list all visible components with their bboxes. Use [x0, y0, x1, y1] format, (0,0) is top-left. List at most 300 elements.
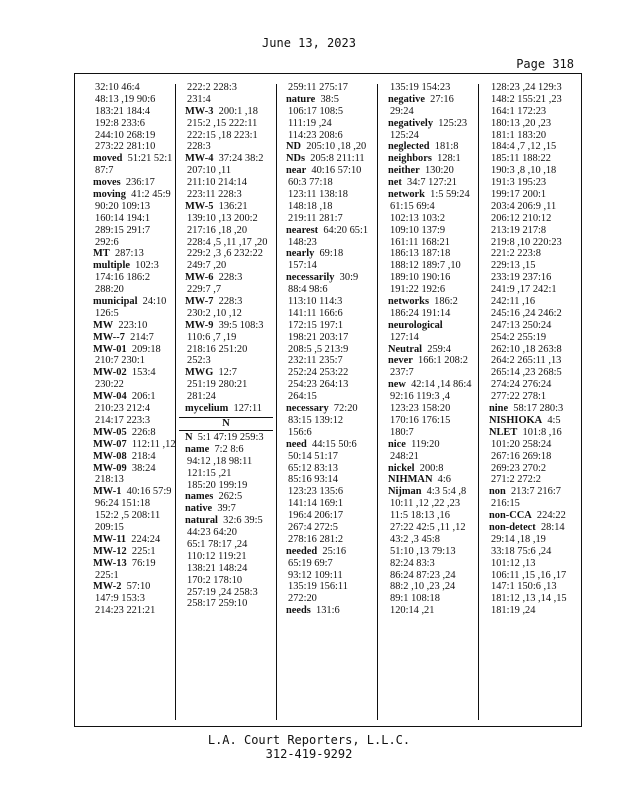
index-entry	[87, 439, 185, 451]
page-line-refs: 65:12 83:13	[288, 462, 338, 474]
index-word: neglected	[388, 141, 430, 153]
page-line-refs: 32:6 39:5	[217, 515, 263, 527]
page-line-refs: 131:6	[310, 605, 340, 617]
page-line-refs: 83:15 139:12	[288, 414, 344, 426]
index-entry	[87, 189, 185, 201]
page-line-refs: 42:14 ,14 86:4	[405, 379, 472, 391]
page-line-refs: 269:23 270:2	[491, 462, 547, 474]
page-line-refs: 259:4	[422, 343, 451, 355]
index-entry	[280, 403, 378, 415]
column-divider	[478, 84, 479, 720]
page-line-refs: 27:22 42:5 ,11 ,12	[390, 521, 466, 533]
page-line-refs: 287:13	[109, 248, 144, 260]
index-entry	[87, 546, 185, 558]
page-line-refs: 200:8	[414, 462, 444, 474]
page-line-refs: 34:7 127:21	[401, 177, 457, 189]
page-line-refs: 109:10 137:9	[390, 224, 446, 236]
index-column-4	[382, 82, 480, 617]
page-line-refs: 224:24	[126, 533, 161, 545]
page-line-refs: 247:13 250:24	[491, 319, 552, 331]
index-word: municipal	[93, 296, 138, 308]
column-divider	[276, 84, 277, 720]
page-line-refs: 43:2 ,3 45:8	[390, 533, 440, 545]
page-line-refs: 60:3 77:18	[288, 177, 333, 189]
page-line-refs: 254:23 264:13	[288, 379, 349, 391]
page-line-refs: 101:12 ,13	[491, 557, 536, 569]
index-word: NDs	[286, 153, 306, 165]
page-line-refs: 218:4	[126, 450, 156, 462]
page-line-refs: 110:6 ,7 ,19	[187, 331, 237, 343]
page-line-refs: 147:9 153:3	[95, 593, 145, 605]
index-entry	[382, 439, 480, 451]
index-word: negative	[388, 93, 425, 105]
page-line-refs: 224:22	[531, 510, 566, 522]
page-line-refs: 274:24 276:24	[491, 379, 552, 391]
page-line-refs: 172:15 197:1	[288, 319, 344, 331]
column-divider	[377, 84, 378, 720]
word-index-frame	[74, 73, 582, 727]
index-entry	[382, 141, 480, 153]
page-line-refs: 242:11 ,16	[491, 296, 536, 308]
index-entry	[483, 510, 581, 522]
page-line-refs: 86:24 87:23 ,24	[390, 569, 456, 581]
page-line-refs: 65:1 78:17 ,24	[187, 538, 248, 550]
page-line-refs: 102:13 103:2	[390, 212, 446, 224]
page-line-refs: 121:15 ,21	[187, 467, 232, 479]
index-entry	[483, 486, 581, 498]
index-word: neighbors	[388, 153, 432, 165]
page-line-refs: 190:3 ,8 ,10 ,18	[491, 165, 557, 177]
page-line-refs: 123:23 158:20	[390, 403, 451, 415]
page-line-refs: 127:11	[228, 403, 262, 415]
page-line-refs: 135:19 154:23	[390, 82, 451, 93]
index-word: MW-11	[93, 533, 127, 545]
page-line-refs: 101:20 258:24	[491, 438, 552, 450]
page-line-refs: 241:9 ,17 242:1	[491, 284, 557, 296]
index-word: MW-08	[93, 450, 127, 462]
page-line-refs: 39:5 108:3	[213, 319, 264, 331]
index-entry	[280, 439, 378, 451]
page-line-refs: 214:23 221:21	[95, 605, 156, 617]
page-line-refs: 27:16	[424, 93, 454, 105]
page-line-refs: 125:24	[390, 129, 419, 141]
page-line-refs: 251:19 280:21	[187, 379, 248, 391]
index-entry	[382, 189, 480, 201]
index-entry	[179, 503, 277, 515]
page-line-refs: 166:1 208:2	[412, 355, 468, 367]
index-entry	[87, 332, 185, 344]
page-line-refs: 32:10 46:4	[95, 82, 140, 93]
page-line-refs: 130:20	[419, 165, 454, 177]
index-word: moves	[93, 177, 121, 189]
page-line-refs: 264:2 265:11 ,13	[491, 355, 562, 367]
index-entry	[280, 153, 378, 165]
index-entry	[483, 415, 581, 427]
index-entry	[382, 118, 480, 130]
index-entry	[179, 272, 277, 284]
page-line-refs: 50:14 51:17	[288, 450, 338, 462]
index-column-3	[280, 82, 378, 617]
page-line-refs: 48:13 ,19 90:6	[95, 93, 156, 105]
page-line-refs: 170:2 178:10	[187, 574, 243, 586]
page-line-refs: 4:5	[542, 414, 561, 426]
index-word: needed	[286, 545, 318, 557]
page-line-refs: 206:12 210:12	[491, 212, 552, 224]
index-entry	[87, 534, 185, 546]
page-line-refs: 5:1 47:19 259:3	[192, 431, 264, 443]
page-line-refs: 181:8	[429, 141, 459, 153]
index-word: MW-13	[93, 557, 127, 569]
page-line-refs: 4:3 5:4 ,8	[421, 486, 467, 498]
page-line-refs: 219:11 281:7	[288, 212, 343, 224]
page-line-refs: 200:1 ,18	[213, 105, 258, 117]
page-line-refs: 123:11 138:18	[288, 189, 348, 201]
column-divider	[175, 84, 176, 720]
index-entry	[382, 320, 480, 332]
page-line-refs: 245:16 ,24 246:2	[491, 307, 562, 319]
page-line-refs: 272:20	[288, 593, 317, 605]
page-line-refs: 160:14 194:1	[95, 212, 151, 224]
page-line-refs: 57:10	[121, 581, 151, 593]
page-line-refs: 102:3	[129, 260, 159, 272]
page-line-refs: 228:3	[213, 272, 243, 284]
page-line-refs: 136:21	[213, 200, 248, 212]
index-entry	[280, 141, 378, 153]
index-entry	[87, 320, 185, 332]
page-line-refs: 267:16 269:18	[491, 450, 552, 462]
index-entry	[382, 153, 480, 165]
page-line-refs: 192:8 233:6	[95, 117, 145, 129]
index-column-2	[179, 82, 277, 610]
page-line-refs: 225:1	[126, 545, 156, 557]
index-entry	[280, 225, 378, 237]
page-line-refs: 236:17	[120, 177, 155, 189]
index-entry	[382, 355, 480, 367]
page-line-refs: 221:2 223:8	[491, 248, 541, 260]
index-word: natural	[185, 515, 218, 527]
index-word: Neutral	[388, 343, 423, 355]
index-word: needs	[286, 605, 311, 617]
page-line-refs: 96:24 151:18	[95, 498, 151, 510]
page-line-refs: 128:1	[431, 153, 461, 165]
page-line-refs: 157:14	[288, 260, 317, 272]
page-line-refs: 218:13	[95, 474, 124, 486]
page-line-refs: 12:7	[213, 367, 237, 379]
page-line-refs: 10:11 ,12 ,22 ,23	[390, 498, 461, 510]
index-entry	[280, 546, 378, 558]
index-entry	[87, 177, 185, 189]
index-word: MW-04	[93, 391, 127, 403]
page-line-refs: 216:15	[491, 498, 520, 510]
page-line-refs: 1:5 59:24	[424, 189, 470, 201]
page-line-refs: 153:4	[126, 367, 156, 379]
page-line-refs: 188:12 189:7 ,10	[390, 260, 461, 272]
index-entry	[382, 344, 480, 356]
index-word: NLET	[489, 426, 518, 438]
page-line-refs: 198:21 203:17	[288, 331, 349, 343]
index-word: nine	[489, 403, 509, 415]
index-entry	[179, 153, 277, 165]
page-line-refs: 222:2 228:3	[187, 82, 237, 93]
page-line-refs: 40:16 57:10	[306, 165, 362, 177]
page-line-refs: 223:10	[113, 319, 148, 331]
page-line-refs: 214:7	[124, 331, 154, 343]
page-line-refs: 223:11 228:3	[187, 189, 242, 201]
page-line-refs: 210:23 212:4	[95, 403, 151, 415]
page-line-refs: 249:7 ,20	[187, 260, 227, 272]
page-line-refs: 213:19 217:8	[491, 224, 547, 236]
page-line-refs: 186:2	[428, 296, 458, 308]
index-entry	[87, 427, 185, 439]
page-line-refs: 123:23 135:6	[288, 486, 344, 498]
index-word: MW-02	[93, 367, 127, 379]
page-line-refs: 196:4 206:17	[288, 510, 344, 522]
page-line-refs: 189:10 190:16	[390, 272, 451, 284]
index-entry	[483, 427, 581, 439]
page-line-refs: 259:11 275:17	[288, 82, 348, 93]
page-line-refs: 181:12 ,13 ,14 ,15	[491, 593, 567, 605]
index-entry	[87, 296, 185, 308]
index-word: MT	[93, 248, 110, 260]
page-line-refs: 225:1	[95, 569, 119, 581]
index-word: nature	[286, 93, 316, 105]
index-word: MW-6	[185, 272, 214, 284]
page-line-refs: 106:17 108:5	[288, 105, 344, 117]
page-line-refs: 252:3	[187, 355, 211, 367]
page-line-refs: 28:14	[535, 521, 565, 533]
index-word: native	[185, 503, 213, 515]
page-line-refs: 101:8 ,16	[517, 426, 562, 438]
index-word: near	[286, 165, 307, 177]
index-word: mycelium	[185, 403, 229, 415]
index-word: MW-09	[93, 462, 127, 474]
index-column-5	[483, 82, 581, 617]
page-line-refs: 232:11 235:7	[288, 355, 343, 367]
page-line-refs: 29:24	[390, 105, 414, 117]
index-word: necessary	[286, 403, 329, 415]
reporter-company: L.A. Court Reporters, L.L.C.	[207, 733, 411, 747]
page-line-refs: 185:20 199:19	[187, 479, 248, 491]
page-line-refs: 148:23	[288, 236, 317, 248]
page-line-refs: 185:11 188:22	[491, 153, 551, 165]
page-line-refs: 11:5 18:13 ,16	[390, 510, 450, 522]
index-entry	[87, 558, 185, 570]
index-entry	[280, 272, 378, 284]
page-line-refs: 222:15 ,18 223:1	[187, 129, 258, 141]
index-word: negatively	[388, 117, 434, 129]
page-line-refs: 39:7	[212, 503, 236, 515]
index-entry	[179, 106, 277, 118]
index-word: non	[489, 486, 506, 498]
page-line-refs: 127:14	[390, 331, 419, 343]
page-line-refs: 267:4 272:5	[288, 521, 338, 533]
index-entry	[87, 451, 185, 463]
page-line-refs: 252:24 253:22	[288, 367, 349, 379]
index-word: MW-07	[93, 438, 127, 450]
page-line-refs: 208:5 ,5 213:9	[288, 343, 349, 355]
page-line-refs: 148:18 ,18	[288, 200, 333, 212]
page-line-refs: 214:17 223:3	[95, 414, 151, 426]
index-entry	[87, 486, 185, 498]
page-line-refs: 51:10 ,13 79:13	[390, 545, 456, 557]
page-line-refs: 141:11 166:6	[288, 307, 343, 319]
page-line-refs: 113:10 114:3	[288, 296, 343, 308]
page-line-refs: 90:20 109:13	[95, 200, 151, 212]
index-entry	[382, 296, 480, 308]
page-line-refs: 244:10 268:19	[95, 129, 156, 141]
page-line-refs: 94:12 ,18 98:11	[187, 455, 253, 467]
page-line-refs: 181:19 ,24	[491, 605, 536, 617]
page-line-refs: 218:16 251:20	[187, 343, 248, 355]
page-line-refs: 161:11 168:21	[390, 236, 450, 248]
page-line-refs: 278:16 281:2	[288, 533, 344, 545]
page-line-refs: 65:19 69:7	[288, 557, 333, 569]
page-line-refs: 215:2 ,15 222:11	[187, 117, 258, 129]
index-word: NIHMAN	[388, 474, 433, 486]
index-entry	[179, 320, 277, 332]
index-entry	[280, 94, 378, 106]
index-entry	[382, 486, 480, 498]
index-entry	[179, 515, 277, 527]
page-line-refs: 226:8	[126, 426, 156, 438]
index-word: MW-7	[185, 296, 214, 308]
page-line-refs: 61:15 69:4	[390, 200, 435, 212]
page-line-refs: 186:24 191:14	[390, 307, 451, 319]
index-entry	[382, 474, 480, 486]
page-line-refs: 85:16 93:14	[288, 474, 338, 486]
page-line-refs: 292:6	[95, 236, 119, 248]
page-line-refs: 152:2 ,5 208:11	[95, 510, 161, 522]
page-line-refs: 262:5	[213, 491, 243, 503]
index-word: MW-01	[93, 343, 127, 355]
page-line-refs: 148:2 155:21 ,23	[491, 93, 562, 105]
page-line-refs: 126:5	[95, 307, 119, 319]
index-word: MW-1	[93, 486, 122, 498]
section-letter: N	[179, 417, 273, 431]
page-line-refs: 273:22 281:10	[95, 141, 156, 153]
index-word: MW--7	[93, 331, 125, 343]
page-number: Page 318	[516, 57, 574, 71]
page-line-refs: 7:2 8:6	[209, 443, 244, 455]
page-line-refs: 38:24	[126, 462, 156, 474]
page-line-refs: 40:16 57:9	[121, 486, 172, 498]
page-line-refs: 112:11 ,12	[126, 438, 176, 450]
page-line-refs: 207:10 ,11	[187, 165, 232, 177]
page-line-refs: 4:6	[432, 474, 451, 486]
page-line-refs: 88:4 98:6	[288, 284, 328, 296]
page-line-refs: 76:19	[126, 557, 156, 569]
page-line-refs: 228:3	[187, 141, 211, 153]
page-line-refs: 288:20	[95, 284, 124, 296]
index-entry	[87, 391, 185, 403]
index-entry	[280, 248, 378, 260]
page-line-refs: 125:23	[433, 117, 468, 129]
page-line-refs: 199:17 200:1	[491, 189, 547, 201]
index-entry	[483, 403, 581, 415]
page-line-refs: 147:1 150:6 ,13	[491, 581, 557, 593]
index-entry	[382, 94, 480, 106]
page-line-refs: 262:10 ,18 263:8	[491, 343, 562, 355]
index-word: multiple	[93, 260, 130, 272]
page-line-refs: 180:7	[390, 426, 414, 438]
page-line-refs: 69:18	[314, 248, 344, 260]
index-entry	[179, 201, 277, 213]
page-line-refs: 25:16	[317, 545, 347, 557]
index-entry	[87, 367, 185, 379]
page-line-refs: 135:19 156:11	[288, 581, 348, 593]
page-line-refs: 180:13 ,20 ,23	[491, 117, 552, 129]
index-word: ND	[286, 141, 302, 153]
page-line-refs: 271:2 272:2	[491, 474, 541, 486]
page-line-refs: 230:2 ,10 ,12	[187, 307, 242, 319]
index-word: non-detect	[489, 521, 536, 533]
index-entry	[179, 491, 277, 503]
index-entry	[483, 522, 581, 534]
page-line-refs: 219:8 ,10 220:23	[491, 236, 562, 248]
page-line-refs: 228:3	[213, 296, 243, 308]
index-word: moving	[93, 189, 126, 201]
index-word: NISHIOKA	[489, 414, 543, 426]
page-line-refs: 231:4	[187, 93, 211, 105]
page-line-refs: 72:20	[328, 403, 358, 415]
page-line-refs: 164:1 172:23	[491, 105, 547, 117]
index-word: non-CCA	[489, 510, 532, 522]
page-line-refs: 37:24 38:2	[213, 153, 264, 165]
page-line-refs: 209:15	[95, 521, 124, 533]
index-word: N	[185, 431, 193, 443]
reporter-phone: 312-419-9292	[265, 747, 353, 761]
page-line-refs: 156:6	[288, 426, 312, 438]
index-word: MW-05	[93, 426, 127, 438]
page-line-refs: 254:2 255:19	[491, 331, 547, 343]
index-word: nice	[388, 438, 406, 450]
index-word: MW	[93, 319, 114, 331]
index-entry	[87, 463, 185, 475]
index-word: neither	[388, 165, 420, 177]
index-entry	[87, 248, 185, 260]
index-word: never	[388, 355, 413, 367]
page-line-refs: 257:19 ,24 258:3	[187, 586, 258, 598]
index-word: MWG	[185, 367, 214, 379]
page-line-refs: 88:2 ,10 ,23 ,24	[390, 581, 456, 593]
page-line-refs: 51:21 52:1	[122, 153, 173, 165]
index-word: networks	[388, 296, 429, 308]
index-word: nearly	[286, 248, 315, 260]
page-line-refs: 33:18 75:6 ,24	[491, 545, 552, 557]
page-line-refs: 203:4 206:9 ,11	[491, 200, 557, 212]
page-line-refs: 110:12 119:21	[187, 550, 247, 562]
page-line-refs: 119:20	[405, 438, 440, 450]
page-line-refs: 191:22 192:6	[390, 284, 446, 296]
index-entry	[87, 344, 185, 356]
page-line-refs: 44:15 50:6	[306, 438, 357, 450]
page-line-refs: 205:8 211:11	[305, 153, 365, 165]
deposition-date: June 13, 2023	[262, 36, 356, 50]
page-line-refs: 128:23 ,24 129:3	[491, 82, 562, 93]
index-word: MW-9	[185, 319, 214, 331]
index-entry	[280, 165, 378, 177]
index-entry	[179, 444, 277, 456]
page-line-refs: 106:11 ,15 ,16 ,17	[491, 569, 567, 581]
page-line-refs: 289:15 291:7	[95, 224, 151, 236]
page-line-refs: 258:17 259:10	[187, 598, 248, 610]
page-line-refs: 229:2 ,3 ,6 232:22	[187, 248, 263, 260]
index-word: moved	[93, 153, 123, 165]
index-word: necessarily	[286, 272, 335, 284]
page-line-refs: 44:23 64:20	[187, 527, 237, 539]
index-entry	[382, 177, 480, 189]
index-entry	[382, 165, 480, 177]
